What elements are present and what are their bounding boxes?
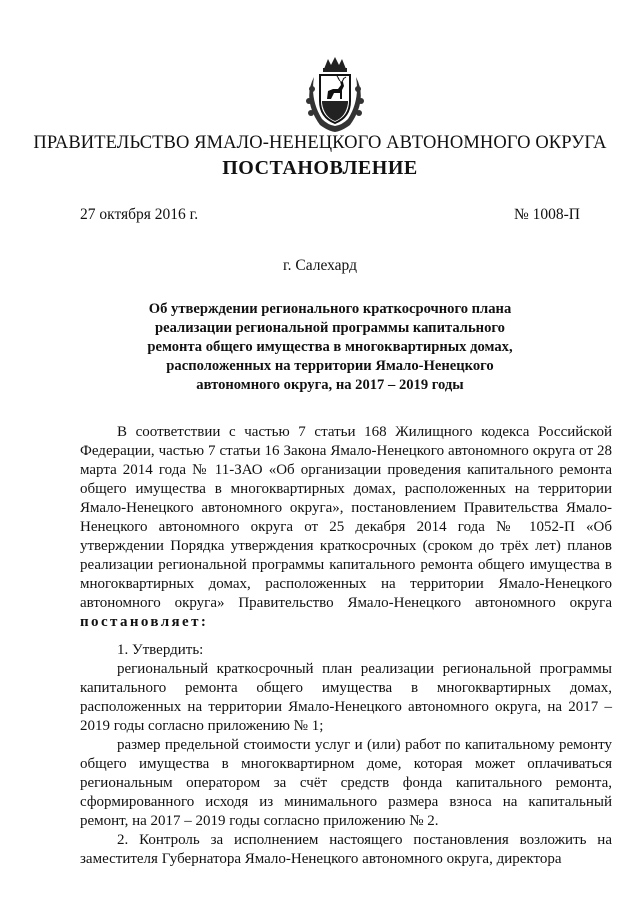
document-body <box>80 423 612 869</box>
item-2-paragraph: 2. Контроль за исполнением настоящего постановления возложить на заместителя Губернатора Ямало-Ненецкого автономного округа, директора <box>80 832 612 867</box>
item-1-cost-paragraph: размер предельной стоимости услуг и (или) работ по капитальному ремонту общего имущества в многоквартирном доме, которая может оплачиваться региональным оператором за счёт средств фонда капитального ремонта, сформированного исходя из минимального размера взноса на капитальный ремонт, на 2017 – 2019 годы согласно приложению № 2. <box>80 737 612 829</box>
government-name: ПРАВИТЕЛЬСТВО ЯМАЛО-НЕНЕЦКОГО АВТОНОМНОГО ОКРУГА <box>33 133 607 153</box>
document-type-heading: ПОСТАНОВЛЕНИЕ <box>222 157 418 179</box>
preamble-text: В соответствии с частью 7 статьи 168 Жилищного кодекса Российской Федерации, частью 7 статьи 16 Закона Ямало-Ненецкого автономного округа от 28 марта 2014 года № 11-ЗАО «Об организации проведения капитального ремонта общего имущества в многоквартирных домах, расположенных на территории Ямало-Ненецкого автономного округа», постановлением Правительства Ямало-Ненецкого автономного округа от 25 декабря 2014 года № 1052-П «Об утверждении Порядка утверждения краткосрочных (сроком до трёх лет) планов реализации региональной программы капитального ремонта общего имущества в многоквартирных домах, расположенных на территории Ямало-Ненецкого автономного округа» Правительство Ямало-Ненецкого автономного округа <box>80 424 612 611</box>
document-title: Об утверждении регионального краткосрочного плана реализации региональной программы капитального ремонта общего имущества в многоквартирных домах, расположенных на территории Ямало-Ненецкого автономного округа, на 2017 – 2019 годы <box>147 301 513 393</box>
document-date: 27 октября 2016 г. <box>80 206 199 223</box>
issuing-city: г. Салехард <box>283 257 357 274</box>
preamble-paragraph <box>80 423 612 632</box>
item-1-plan-paragraph: региональный краткосрочный план реализации региональной программы капитального ремонта общего имущества в многоквартирных домах, расположенных на территории Ямало-Ненецкого автономного округа, на 2017 –2019 годы согласно приложению № 1; <box>80 661 612 734</box>
coat-of-arms-emblem <box>300 55 370 135</box>
document-number: № 1008-П <box>513 206 580 223</box>
decree-word: постановляет: <box>80 614 209 630</box>
item-1-heading: 1. Утвердить: <box>117 642 204 658</box>
